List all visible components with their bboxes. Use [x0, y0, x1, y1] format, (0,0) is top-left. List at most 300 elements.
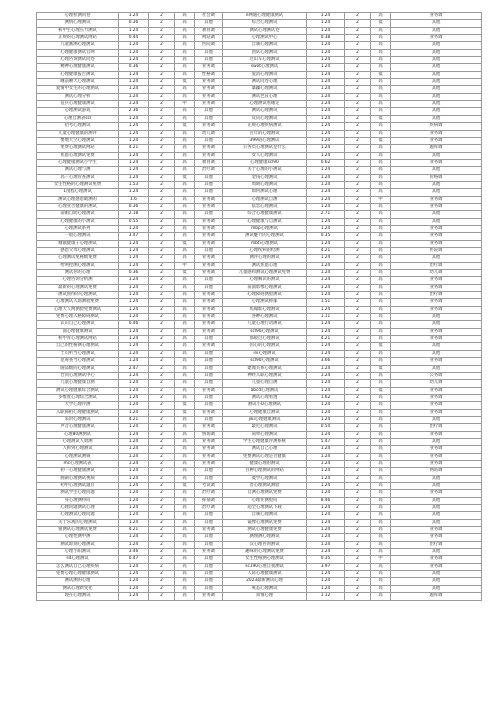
table-cell: 2: [149, 270, 175, 277]
table-cell: 免费心理入格障碍测试: [37, 314, 119, 321]
table-cell: 2: [345, 424, 371, 431]
table-cell: 治疗调: [391, 292, 482, 299]
table-cell: 1.24: [307, 416, 345, 423]
table-cell: 1.24: [307, 115, 345, 122]
table-row: [37, 343, 482, 350]
table-cell: 1.24: [307, 453, 345, 460]
table-cell: 1.24: [307, 123, 345, 130]
table-cell: 其他: [391, 512, 482, 519]
table-cell: 初一心理健康测试: [37, 468, 119, 475]
table-cell: 1.24: [307, 277, 345, 284]
table-cell: 业务调: [195, 101, 223, 108]
table-cell: 1.24: [119, 394, 149, 401]
table-cell: 高: [371, 424, 391, 431]
table-cell: 心理健康与自测试: [223, 218, 307, 225]
table-cell: 过山车心理测试: [223, 57, 307, 64]
table-cell: 2: [149, 321, 175, 328]
table-cell: 2: [345, 438, 371, 445]
table-cell: 台问心理测试中心: [37, 372, 119, 379]
table-cell: 高: [371, 578, 391, 585]
table-cell: 2: [345, 240, 371, 247]
table-cell: 其他: [391, 585, 482, 592]
table-cell: 2: [149, 505, 175, 512]
table-cell: 各种心理测试: [223, 314, 307, 321]
table-row: [37, 446, 482, 453]
table-cell: 2: [345, 328, 371, 335]
table-cell: 低: [175, 409, 195, 416]
table-cell: 其他: [391, 181, 482, 188]
table-cell: 免费测试心理是否健康: [223, 453, 307, 460]
table-cell: 其他: [195, 49, 223, 56]
table-cell: 高: [175, 380, 195, 387]
table-cell: 1.24: [307, 321, 345, 328]
table-cell: 2: [149, 57, 175, 64]
table-cell: 2: [345, 292, 371, 299]
table-cell: 高: [371, 431, 391, 438]
table-cell: 业务调: [391, 159, 482, 166]
table-cell: 其他: [391, 152, 482, 159]
table-cell: 高: [371, 159, 391, 166]
table-cell: 高: [371, 152, 391, 159]
table-cell: 高: [371, 505, 391, 512]
table-cell: 心理住测验问: [223, 497, 307, 504]
table-cell: 高: [371, 292, 391, 299]
table-cell: 1.24: [119, 453, 149, 460]
table-cell: 高: [175, 593, 195, 600]
table-cell: 1.24: [119, 483, 149, 490]
table-cell: 镜像心理测试免费: [223, 519, 307, 526]
table-cell: 采阶心理测试: [37, 416, 119, 423]
table-cell: 心理健康测试官网: [37, 49, 119, 56]
table-cell: 高: [371, 468, 391, 475]
table-cell: 2: [345, 387, 371, 394]
table-cell: 汉心理咨询测试: [223, 541, 307, 548]
table-row: [37, 115, 482, 122]
table-cell: 高: [175, 505, 195, 512]
table-cell: 高: [175, 49, 195, 56]
table-cell: 2: [149, 13, 175, 20]
table-cell: 2: [149, 365, 175, 372]
table-cell: 1.24: [119, 130, 149, 137]
table-cell: 1.24: [119, 387, 149, 394]
table-cell: 高: [371, 314, 391, 321]
table-cell: 儿童心理健康自测: [37, 380, 119, 387]
table-cell: 测试心理健康免费: [223, 527, 307, 534]
table-cell: 2: [345, 248, 371, 255]
table-cell: 抑郁调: [195, 497, 223, 504]
table-cell: 业务调: [391, 13, 482, 20]
table-cell: 高: [175, 321, 195, 328]
table-cell: 1.24: [119, 563, 149, 570]
table-cell: 2: [345, 431, 371, 438]
table-cell: 1.24: [119, 225, 149, 232]
table-cell: 1.24: [307, 167, 345, 174]
table-cell: 业务调: [195, 549, 223, 556]
table-cell: 多维度心理综合测试: [37, 394, 119, 401]
table-cell: 1.24: [119, 314, 149, 321]
table-cell: 测试即刻心理测试: [37, 541, 119, 548]
table-cell: 人拆到心理测试: [37, 446, 119, 453]
table-cell: 低: [175, 402, 195, 409]
table-cell: 高: [175, 438, 195, 445]
table-cell: 高: [175, 497, 195, 504]
table-cell: 1.11: [307, 314, 345, 321]
table-cell: 2: [345, 585, 371, 592]
table-cell: 其他: [195, 416, 223, 423]
table-cell: 1.24: [307, 468, 345, 475]
table-cell: 业务调: [391, 284, 482, 291]
table-cell: 测试心理测试卷: [223, 27, 307, 34]
table-cell: 4.21: [307, 248, 345, 255]
table-cell: 高: [175, 453, 195, 460]
table-cell: 高: [175, 137, 195, 144]
table-row: [37, 505, 482, 512]
table-row: [37, 593, 482, 600]
table-cell: 2: [149, 152, 175, 159]
table-row: [37, 292, 482, 299]
table-cell: 其他: [391, 483, 482, 490]
table-cell: 1.24: [307, 490, 345, 497]
table-cell: 业务调: [391, 225, 482, 232]
table-cell: 1.24: [307, 578, 345, 585]
table-cell: 题库调: [391, 593, 482, 600]
table-cell: 测试测的心理: [37, 578, 119, 585]
table-cell: 高: [175, 115, 195, 122]
table-cell: 自制心理测试: [223, 42, 307, 49]
table-cell: 测试心理健康综合测试: [37, 387, 119, 394]
table-cell: 1.24: [119, 424, 149, 431]
table-cell: 心理测试游戏: [37, 108, 119, 115]
table-cell: 2: [149, 123, 175, 130]
table-cell: 业务调: [391, 460, 482, 467]
table-cell: 其他: [195, 189, 223, 196]
table-cell: 2: [149, 108, 175, 115]
table-cell: 1.24: [119, 71, 149, 78]
table-cell: 其他: [195, 350, 223, 357]
table-cell: 业务调: [195, 203, 223, 210]
table-cell: 1.24: [307, 460, 345, 467]
table-cell: 关于心理的小测试: [223, 167, 307, 174]
table-cell: 2: [345, 306, 371, 313]
table-cell: 0.36: [119, 270, 149, 277]
table-cell: 高: [371, 460, 391, 467]
table-cell: 正规的心理测试网站: [37, 35, 119, 42]
table-cell: 菱学心理测试: [223, 475, 307, 482]
table-cell: 2: [345, 130, 371, 137]
table-cell: 2: [149, 233, 175, 240]
table-cell: 2: [149, 27, 175, 34]
table-cell: 4.21: [119, 145, 149, 152]
table-cell: 2: [149, 453, 175, 460]
table-cell: 2: [345, 108, 371, 115]
table-cell: 测试心理新变化: [37, 585, 119, 592]
table-cell: 高: [371, 593, 391, 600]
table-cell: 综合心理健康测试: [223, 211, 307, 218]
table-cell: 高: [175, 534, 195, 541]
table-cell: 2: [149, 115, 175, 122]
table-cell: 高: [371, 203, 391, 210]
table-cell: 低: [371, 71, 391, 78]
table-cell: 土司听当心理测试: [37, 350, 119, 357]
table-cell: 业务调: [195, 292, 223, 299]
table-cell: 2: [149, 468, 175, 475]
table-row: [37, 578, 482, 585]
table-cell: 高: [371, 321, 391, 328]
table-cell: 心理测试看缘定: [223, 101, 307, 108]
table-cell: 怎么测试自己心理疾病: [37, 563, 119, 570]
table-cell: 2023最新测试心理: [223, 578, 307, 585]
table-cell: 1.24: [119, 519, 149, 526]
table-cell: 2: [345, 416, 371, 423]
table-cell: 其他: [195, 571, 223, 578]
table-cell: 心理检测问卷: [37, 13, 119, 20]
table-cell: 1.24: [119, 541, 149, 548]
table-cell: 高: [371, 284, 391, 291]
table-cell: 正规心理疾病测试: [223, 123, 307, 130]
table-cell: 2: [149, 328, 175, 335]
table-cell: 1.24: [307, 218, 345, 225]
table-cell: 高: [371, 563, 391, 570]
table-cell: 高: [371, 380, 391, 387]
table-row: [37, 174, 482, 181]
table-cell: 2: [345, 86, 371, 93]
table-cell: 健康心理的测试: [223, 460, 307, 467]
table-cell: 心理咨询分析测: [37, 277, 119, 284]
table-cell: 其他: [391, 218, 482, 225]
table-cell: 2: [345, 453, 371, 460]
table-cell: 初中心理测试题目: [37, 483, 119, 490]
table-cell: 业务调: [391, 328, 482, 335]
table-cell: 治疗调: [391, 541, 482, 548]
table-cell: 高: [371, 358, 391, 365]
table-cell: 1.12: [307, 593, 345, 600]
table-cell: 暴躁心理测试: [223, 86, 307, 93]
table-cell: 高: [175, 27, 195, 34]
table-cell: 城镇健康子心理测试: [37, 240, 119, 247]
table-cell: 价格调: [391, 174, 482, 181]
table-cell: mc心理测试表: [37, 460, 119, 467]
table-cell: 2: [149, 248, 175, 255]
table-cell: 2: [149, 137, 175, 144]
table-cell: sc190心理自我测试: [223, 563, 307, 570]
table-cell: 1.24: [119, 372, 149, 379]
table-body: [37, 13, 482, 601]
table-cell: 1.24: [307, 71, 345, 78]
table-cell: 高: [371, 233, 391, 240]
table-cell: 业务调: [195, 255, 223, 262]
table-cell: 1.24: [307, 549, 345, 556]
table-cell: 其他: [391, 167, 482, 174]
table-cell: 高: [371, 27, 391, 34]
table-cell: 2: [345, 270, 371, 277]
table-cell: 1.24: [307, 475, 345, 482]
table-cell: 其他: [391, 101, 482, 108]
table-cell: 其他: [391, 115, 482, 122]
table-cell: 其他: [195, 585, 223, 592]
table-cell: 高: [371, 453, 391, 460]
table-cell: 1.24: [119, 409, 149, 416]
table-cell: jiki心理健康测试: [223, 416, 307, 423]
table-cell: 其他: [391, 578, 482, 585]
table-cell: 4.21: [119, 527, 149, 534]
table-cell: 2: [149, 585, 175, 592]
table-cell: 业务调: [195, 64, 223, 71]
table-cell: 1.24: [119, 42, 149, 49]
table-cell: 其他: [195, 394, 223, 401]
table-cell: 2: [345, 218, 371, 225]
table-cell: 2: [149, 93, 175, 100]
table-cell: 2: [345, 71, 371, 78]
table-cell: 业务调: [391, 240, 482, 247]
table-cell: 高: [175, 446, 195, 453]
table-cell: 关于乐观的心理测试: [37, 519, 119, 526]
table-cell: 1.24: [307, 262, 345, 269]
table-cell: 1.24: [307, 203, 345, 210]
table-row: [37, 453, 482, 460]
table-cell: 2: [149, 556, 175, 563]
table-cell: 心理测试入场测验免费: [37, 299, 119, 306]
table-cell: 测试你的心理: [37, 270, 119, 277]
table-cell: 1.53: [119, 181, 149, 188]
table-row: [37, 270, 482, 277]
table-cell: 1.24: [119, 13, 149, 20]
table-cell: 业务调: [391, 563, 482, 570]
table-cell: 高: [371, 211, 391, 218]
table-cell: 心理健康报告测试: [37, 71, 119, 78]
table-cell: 2: [149, 159, 175, 166]
table-cell: 2.36: [119, 108, 149, 115]
table-cell: 业务调: [195, 262, 223, 269]
table-cell: 2: [345, 225, 371, 232]
table-cell: 1.24: [119, 343, 149, 350]
table-row: [37, 534, 482, 541]
table-cell: 2: [149, 497, 175, 504]
table-cell: 业务调: [195, 446, 223, 453]
table-cell: 其他: [391, 519, 482, 526]
table-cell: 2: [345, 358, 371, 365]
table-cell: 感恩父母心理测试: [37, 248, 119, 255]
table-cell: 高: [371, 490, 391, 497]
table-cell: 高: [371, 497, 391, 504]
table-cell: 2: [149, 541, 175, 548]
table-cell: 其他: [391, 321, 482, 328]
table-cell: 高: [371, 534, 391, 541]
table-cell: 2: [149, 255, 175, 262]
table-cell: 心理测试心理问题: [37, 512, 119, 519]
table-cell: 0.55: [119, 218, 149, 225]
table-cell: 其他: [195, 20, 223, 27]
table-cell: 高: [175, 343, 195, 350]
table-cell: 心理健康测试小学生: [37, 159, 119, 166]
table-cell: 1.24: [307, 328, 345, 335]
table-cell: 2: [345, 115, 371, 122]
table-cell: 2: [345, 174, 371, 181]
table-cell: 测情心理测试: [37, 20, 119, 27]
table-row: [37, 468, 482, 475]
table-cell: 1.24: [307, 446, 345, 453]
table-cell: 声音心理健康测试: [37, 424, 119, 431]
table-cell: 高: [175, 416, 195, 423]
table-cell: 其他: [391, 416, 482, 423]
table-cell: 高: [371, 402, 391, 409]
table-cell: 业务调: [195, 93, 223, 100]
table-cell: 认识自己心理测试: [37, 321, 119, 328]
table-cell: 初中青心理测试网站: [37, 336, 119, 343]
table-cell: 高: [371, 64, 391, 71]
table-cell: 高: [371, 350, 391, 357]
table-cell: 其他: [391, 79, 482, 86]
table-cell: 睡前聊天心理测试: [37, 79, 119, 86]
table-cell: 2: [149, 71, 175, 78]
table-row: [37, 490, 482, 497]
table-cell: 1.24: [119, 292, 149, 299]
table-cell: 2: [345, 27, 371, 34]
table-cell: 高: [371, 79, 391, 86]
table-row: [37, 571, 482, 578]
table-cell: 2: [345, 145, 371, 152]
table-cell: 高: [175, 328, 195, 335]
table-cell: 高: [371, 483, 391, 490]
table-cell: 心理小阳测试: [37, 549, 119, 556]
table-cell: 高: [175, 35, 195, 42]
table-cell: 业务调: [391, 394, 482, 401]
table-cell: 高: [175, 475, 195, 482]
table-cell: 399道心理测试: [223, 137, 307, 144]
table-cell: 2: [345, 336, 371, 343]
table-cell: 高: [175, 372, 195, 379]
table-row: [37, 64, 482, 71]
table-cell: 0.35: [307, 233, 345, 240]
table-cell: 高: [371, 240, 391, 247]
table-cell: 2: [149, 350, 175, 357]
table-cell: 高: [175, 556, 195, 563]
table-cell: 2: [149, 284, 175, 291]
table-cell: 1.24: [307, 108, 345, 115]
table-cell: 1.24: [307, 350, 345, 357]
table-cell: 2: [345, 380, 371, 387]
table-cell: 业务调: [195, 424, 223, 431]
table-cell: 1.24: [307, 284, 345, 291]
table-cell: 高: [175, 93, 195, 100]
table-row: [37, 13, 482, 20]
table-cell: 1.24: [119, 475, 149, 482]
table-cell: 高: [175, 233, 195, 240]
table-cell: 2: [149, 512, 175, 519]
table-cell: 高: [175, 424, 195, 431]
table-cell: 高: [371, 446, 391, 453]
table-cell: 业务调: [391, 387, 482, 394]
table-cell: 低: [175, 483, 195, 490]
table-cell: 1.24: [307, 372, 345, 379]
table-row: [37, 460, 482, 467]
table-cell: 业务调: [391, 453, 482, 460]
table-cell: 心理性测中测: [37, 534, 119, 541]
table-cell: 其他: [391, 571, 482, 578]
table-cell: 初中生心理压力测试: [37, 27, 119, 34]
table-cell: 1.24: [119, 152, 149, 159]
table-cell: 1.24: [307, 431, 345, 438]
table-cell: 测试小U心理测试: [223, 402, 307, 409]
table-cell: 1.24: [119, 86, 149, 93]
table-cell: 2: [345, 196, 371, 203]
table-cell: 疾病调: [391, 123, 482, 130]
table-cell: 2: [345, 13, 371, 20]
table-cell: 1.24: [119, 299, 149, 306]
table-cell: 幼儿调: [391, 380, 482, 387]
table-cell: 女人心理测试: [223, 152, 307, 159]
table-cell: 1.24: [307, 585, 345, 592]
table-cell: 1.24: [119, 79, 149, 86]
